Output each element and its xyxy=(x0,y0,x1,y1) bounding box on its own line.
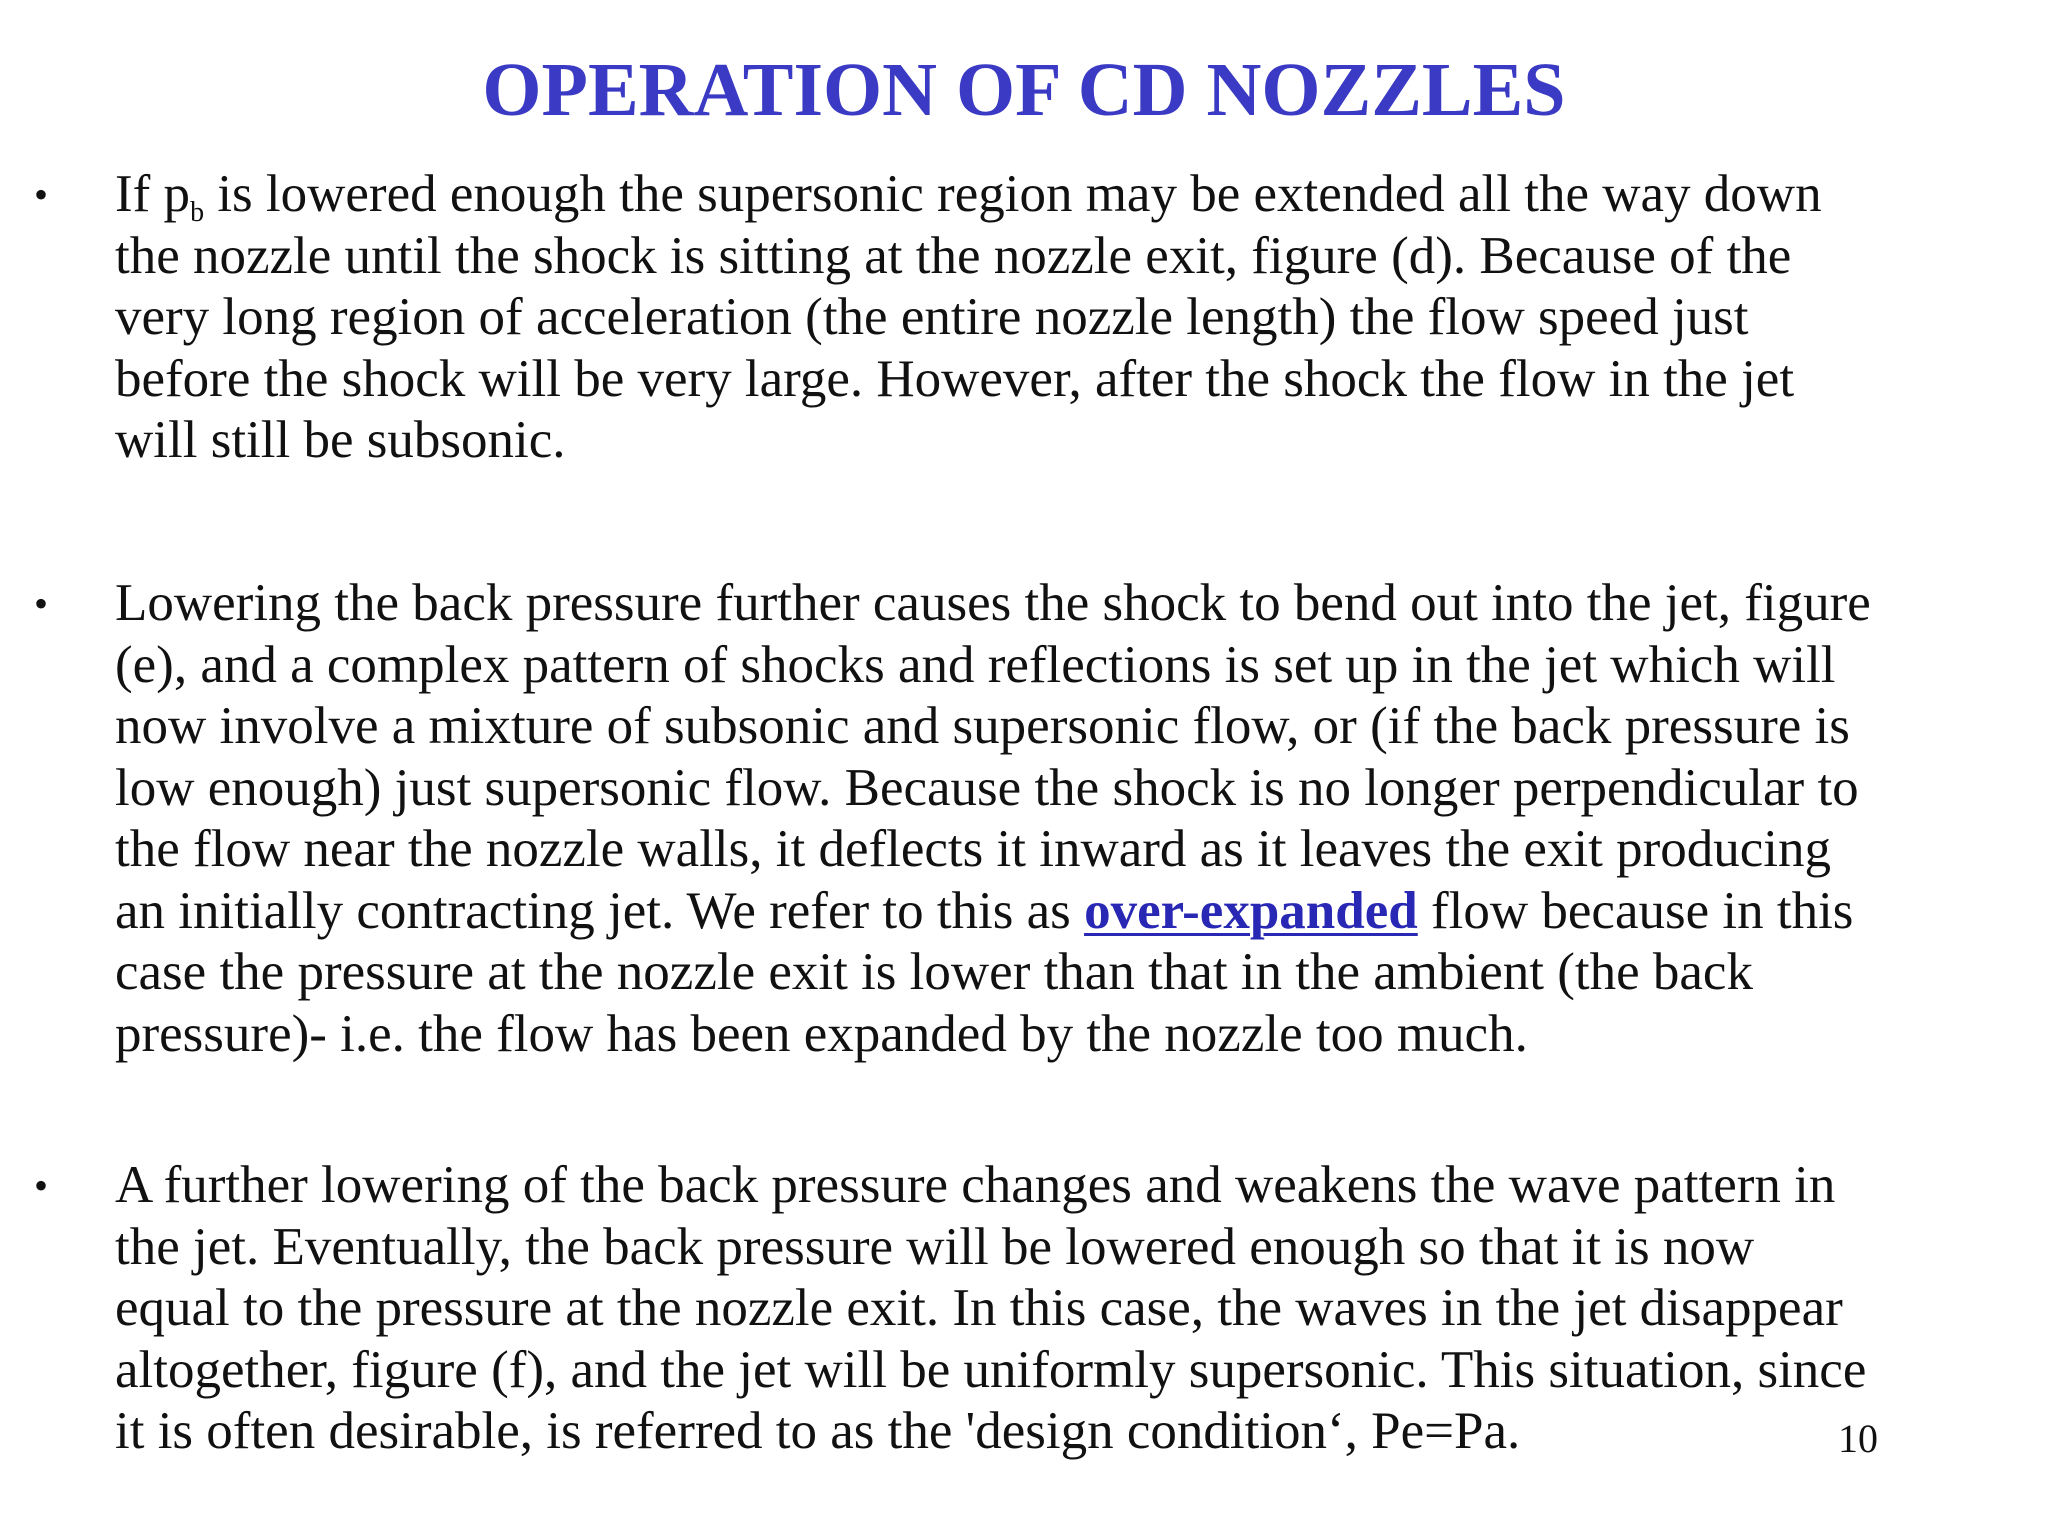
bullet-text xyxy=(115,164,2015,472)
bullet-text xyxy=(115,573,2015,1065)
bullet-text-segment: flow because in this case the pressure at the nozzle exit is lower than that in the ambient (the back pressure)- i.e. the flow has been expanded by the nozzle too much. xyxy=(115,881,1854,1063)
bullet-text: A further lowering of the back pressure changes and weakens the wave pattern in the jet. Eventually, the back pressure will be lowered enough so that it is now equal to the pressure at the nozzle exit. In this case, the waves in the jet disappear altogether, figure (f), and the jet will be uniformly supersonic. This situation, since it is often desirable, is referred to as the 'design condition‘, Pe=Pa. xyxy=(115,1156,1867,1460)
pressure-subscript: b xyxy=(190,197,205,228)
page-number: 10 xyxy=(1838,1416,1878,1461)
bullet-text-segment: is lowered enough the supersonic region may be extended all the way down the nozzle until the shock is sitting at the nozzle exit, figure (d). Because of the very long region of acceleration (the entire nozzle length) the flow speed just before the shock will be very large. However, after the shock the flow in the jet will still be subsonic. xyxy=(115,165,1822,469)
bullet-marker: • xyxy=(34,172,49,217)
bullet-marker: • xyxy=(34,581,49,626)
bullet-text-segment: Lowering the back pressure further causes the shock to bend out into the jet, figure (e), and a complex pattern of shocks and reflections is set up in the jet which will now involve a mixture of subsonic and supersonic flow, or (if the back pressure is low enough) just supersonic flow. Because the shock is no longer perpendicular to the flow near the nozzle walls, it deflects it inward as it leaves the exit producing an initially contracting jet. We refer to this as xyxy=(115,574,1871,940)
bullet-text-segment: If p xyxy=(115,165,191,223)
bullet-marker: • xyxy=(34,1163,49,1208)
slide-title: OPERATION OF CD NOZZLES xyxy=(482,48,1566,132)
over-expanded-link[interactable]: over-expanded xyxy=(1084,881,1418,940)
